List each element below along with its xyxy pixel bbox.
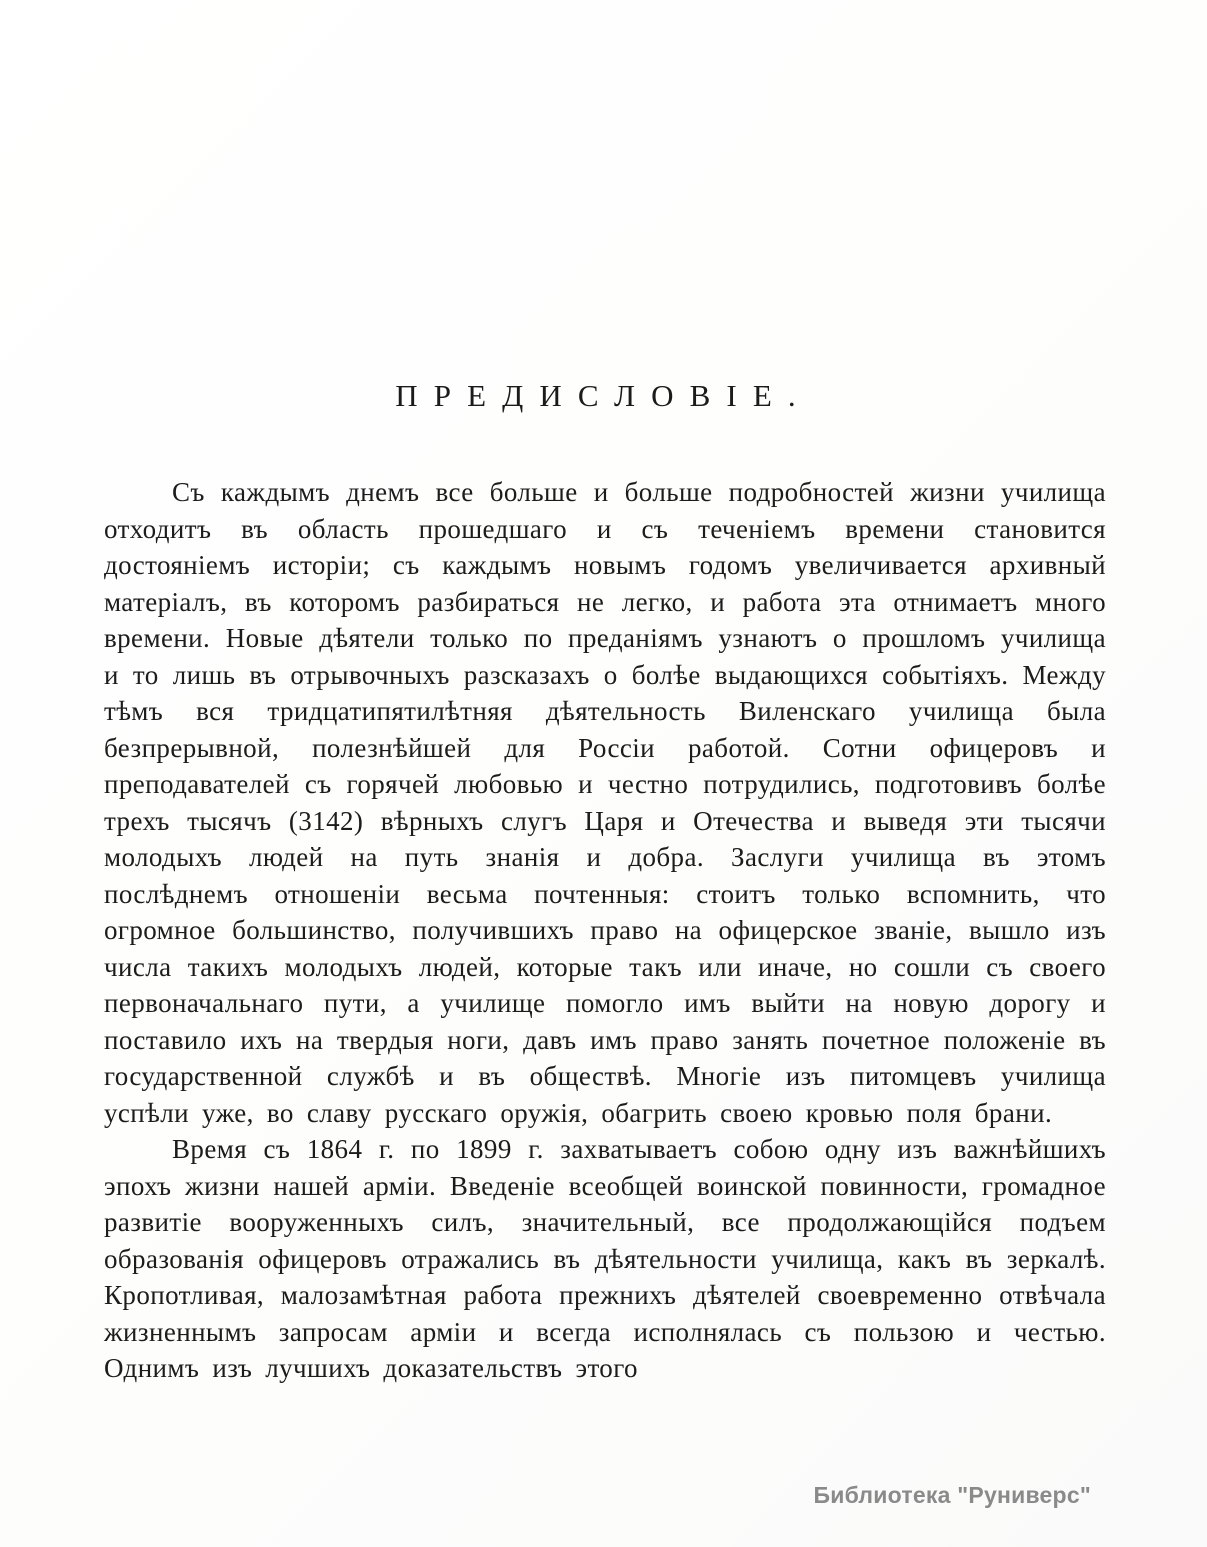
paragraph: Съ каждымъ днемъ все больше и больше подробностей жизни училища отходитъ въ область прошедшаго и съ теченіемъ времени становится достояніемъ исторіи; съ каждымъ новымъ годомъ увеличивается архивный матеріалъ, въ которомъ разбираться не легко, и работа эта отнимаетъ много времени. Новые дѣятели только по преданіямъ узнаютъ о прошломъ училища и то лишь въ отрывочныхъ разсказахъ о болѣе выдающихся событіяхъ. Между тѣмъ вся тридцатипятилѣтняя дѣятельность Виленскаго училища была безпрерывной, полезнѣйшей для Россіи работой. Сотни офицеровъ и преподавателей съ горячей любовью и честно потрудились, подготовивъ болѣе трехъ тысячъ (3142) вѣрныхъ слугъ Царя и Отечества и выведя эти тысячи молодыхъ людей на путь знанія и добра. Заслуги училища въ этомъ послѣднемъ отношеніи весьма почтенныя: стоитъ только вспомнить, что огромное большинство, получившихъ право на офицерское званіе, вышло изъ числа такихъ молодыхъ людей, которые такъ или иначе, но сошли съ своего первоначальнаго пути, а училище помогло имъ выйти на новую дорогу и поставило ихъ на твердыя ноги, давъ имъ право занять почетное положеніе въ государственной службѣ и въ обществѣ. Многіе изъ питомцевъ училища успѣли уже, во славу русскаго оружія, обагрить своею кровью поля брани.	[104, 477, 1106, 1128]
body-text-block	[104, 474, 1106, 1387]
paragraph: Время съ 1864 г. по 1899 г. захватываетъ собою одну изъ важнѣйшихъ эпохъ жизни нашей арміи. Введеніе всеобщей воинской повинности, громадное развитіе вооруженныхъ силъ, значительный, все продолжающійся подъем образованія офицеровъ отражались въ дѣятельности училища, какъ въ зеркалѣ. Кропотливая, малозамѣтная работа прежнихъ дѣятелей своевременно отвѣчала жизненнымъ запросам арміи и всегда исполнялась съ пользою и честью. Однимъ изъ лучшихъ доказательствъ этого	[104, 1134, 1106, 1383]
page-title: ПРЕДИСЛОВІЕ.	[395, 378, 812, 413]
library-watermark: Библиотека "Руниверс"	[813, 1482, 1091, 1508]
